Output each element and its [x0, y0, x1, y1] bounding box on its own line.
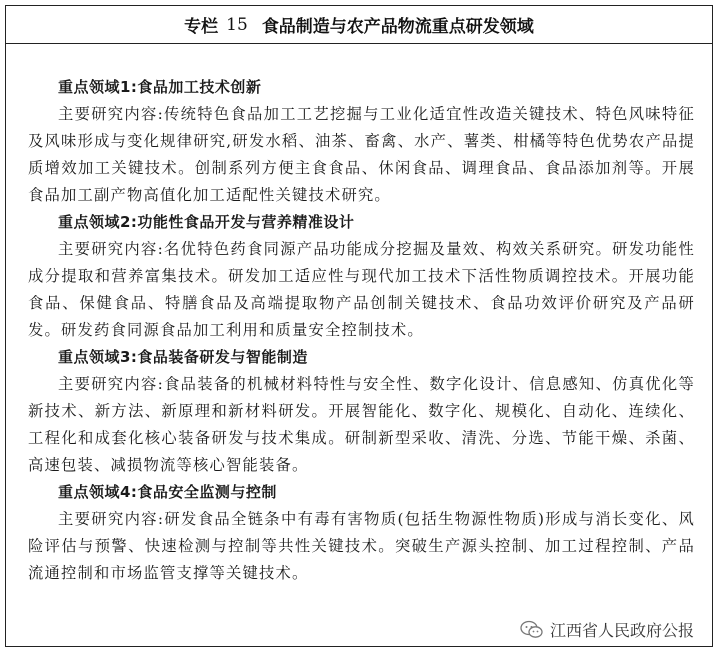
section-content-1: 主要研究内容:传统特色食品加工工艺挖掘与工业化适宜性改造关键技术、特色风味特征及风味形成与变化规律研究,研发水稻、油茶、畜禽、水产、薯类、柑橘等特色优势农产品提质增效加工关键技术。创制系列方便主食食品、休闲食品、调理食品、食品添加剂等。开展食品加工副产物高值化加工适配性关键技术研究。: [28, 105, 695, 204]
box-body: [6, 44, 712, 587]
box-number: 15: [226, 14, 248, 35]
section-content-3: 主要研究内容:食品装备的机械材料特性与安全性、数字化设计、信息感知、仿真优化等新技术、新方法、新原理和新材料研发。开展智能化、数字化、规模化、自动化、连续化、工程化和成套化核心装备研发与技术集成。研制新型采收、清洗、分选、节能干燥、杀菌、高速包装、减损物流等核心智能装备。: [28, 375, 695, 474]
wechat-icon: [520, 620, 544, 640]
section-heading-2: 重点领域2:功能性食品开发与营养精准设计: [58, 213, 355, 231]
section-heading-4: 重点领域4:食品安全监测与控制: [58, 483, 277, 501]
section-content-4: 主要研究内容:研发食品全链条中有毒有害物质(包括生物源性物质)形成与消长变化、风险评估与预警、快速检测与控制等共性关键技术。突破生产源头控制、加工过程控制、产品流通控制和市场监管支撑等关键技术。: [28, 510, 695, 582]
section-heading-1: 重点领域1:食品加工技术创新: [58, 78, 262, 96]
box-title: 食品制造与农产品物流重点研发领域: [261, 17, 534, 37]
section-heading-3: 重点领域3:食品装备研发与智能制造: [58, 348, 308, 366]
box-header: [6, 6, 712, 44]
watermark: [520, 618, 694, 641]
box-prefix: 专栏: [184, 17, 219, 37]
feature-box: [5, 5, 713, 647]
watermark-text: 江西省人民政府公报: [549, 621, 694, 640]
section-content-2: 主要研究内容:名优特色药食同源产品功能成分挖掘及量效、构效关系研究。研发功能性成分提取和营养富集技术。研发加工适应性与现代加工技术下活性物质调控技术。开展功能食品、保健食品、特膳食品及高端提取物产品创制关键技术、食品功效评价研究及产品研发。研发药食同源食品加工利用和质量安全控制技术。: [28, 240, 695, 339]
